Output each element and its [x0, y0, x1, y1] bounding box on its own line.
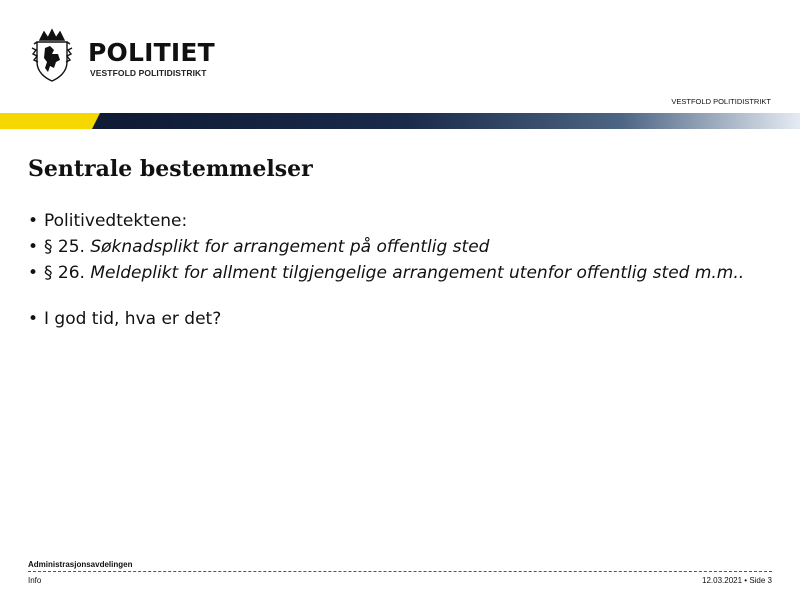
brand-subtitle: VESTFOLD POLITIDISTRIKT [90, 68, 207, 78]
bullet-italic-text: Søknadsplikt for arrangement på offentlig sted [90, 237, 490, 257]
footer-department: Administrasjonsavdelingen [28, 560, 133, 569]
bullet-prefix: § 26. [44, 263, 91, 283]
bullet-prefix: § 25. [44, 237, 91, 257]
bullet-item [28, 208, 778, 234]
bullet-text: I god tid, hva er det? [44, 309, 222, 329]
bullet-italic-text: Meldeplikt for allment tilgjengelige arrangement utenfor offentlig sted m.m.. [90, 263, 745, 283]
police-crest-icon [30, 28, 74, 82]
slide-title: Sentrale bestemmelser [28, 156, 313, 182]
bullet-item [28, 260, 778, 286]
brand-title: POLITIET [88, 38, 215, 67]
footer-date-page: 12.03.2021 • Side 3 [702, 576, 772, 585]
footer-info: Info [28, 576, 42, 585]
politiet-logo [30, 28, 220, 84]
bullet-list [28, 208, 778, 332]
bullet-item [28, 234, 778, 260]
header-color-band [0, 113, 800, 129]
district-label: VESTFOLD POLITIDISTRIKT [671, 97, 771, 106]
bullet-text: Politivedtektene: [44, 211, 188, 231]
bullet-item [28, 306, 778, 332]
footer-divider [28, 571, 772, 572]
